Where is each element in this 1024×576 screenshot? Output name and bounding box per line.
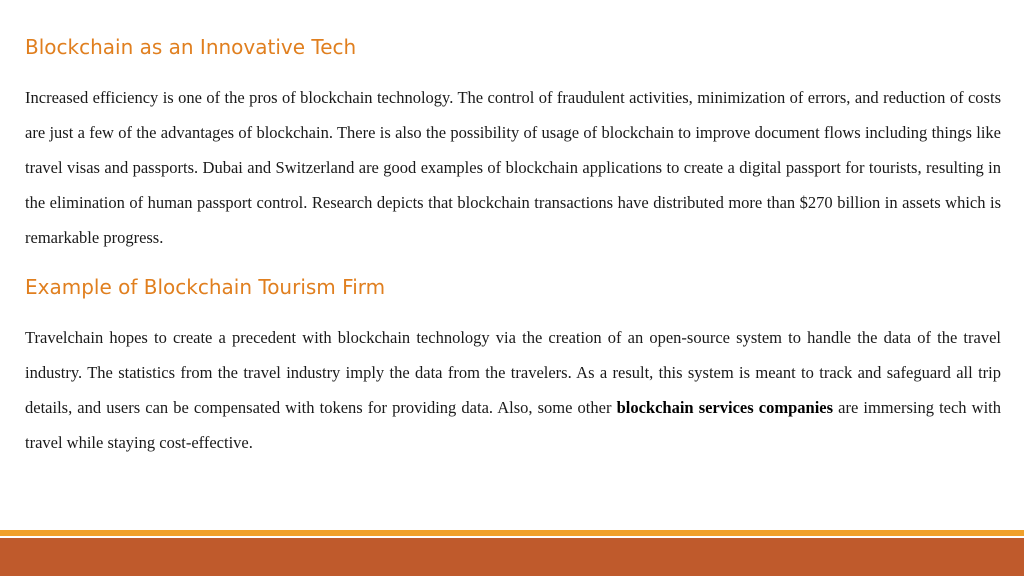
bold-link-text: blockchain services companies [616, 398, 834, 417]
section-body-innovative-tech: Increased efficiency is one of the pros of blockchain technology. The control of fraudulent activities, minimization of errors, and reduction of costs are just a few of the advantages of blockchain. There is also the possibility of usage of blockchain to improve document flows including things like travel visas and passports. Dubai and Switzerland are good examples of blockchain applications to create a digital passport for tourists, resulting in the elimination of human passport control. Research depicts that blockchain transactions have distributed more than $270 billion in assets which is remarkable progress. [25, 88, 1001, 247]
body-text-after: are immersing tech with travel while staying cost-effective. [25, 398, 1001, 452]
section-body-tourism-firm [25, 320, 1001, 460]
body-text-before: Travelchain hopes to create a precedent with blockchain technology via the creation of an open-source system to handle the data of the travel industry. The statistics from the travel industry imply the data from the travelers. As a result, this system is meant to track and safeguard all trip details, and users can be compensated with tokens for providing data. Also, some other [25, 328, 1001, 417]
section-title-tourism-firm: Example of Blockchain Tourism Firm [25, 275, 386, 299]
section-title-innovative-tech: Blockchain as an Innovative Tech [25, 35, 357, 59]
footer-bar [0, 538, 1024, 576]
footer-accent-bar [0, 530, 1024, 536]
